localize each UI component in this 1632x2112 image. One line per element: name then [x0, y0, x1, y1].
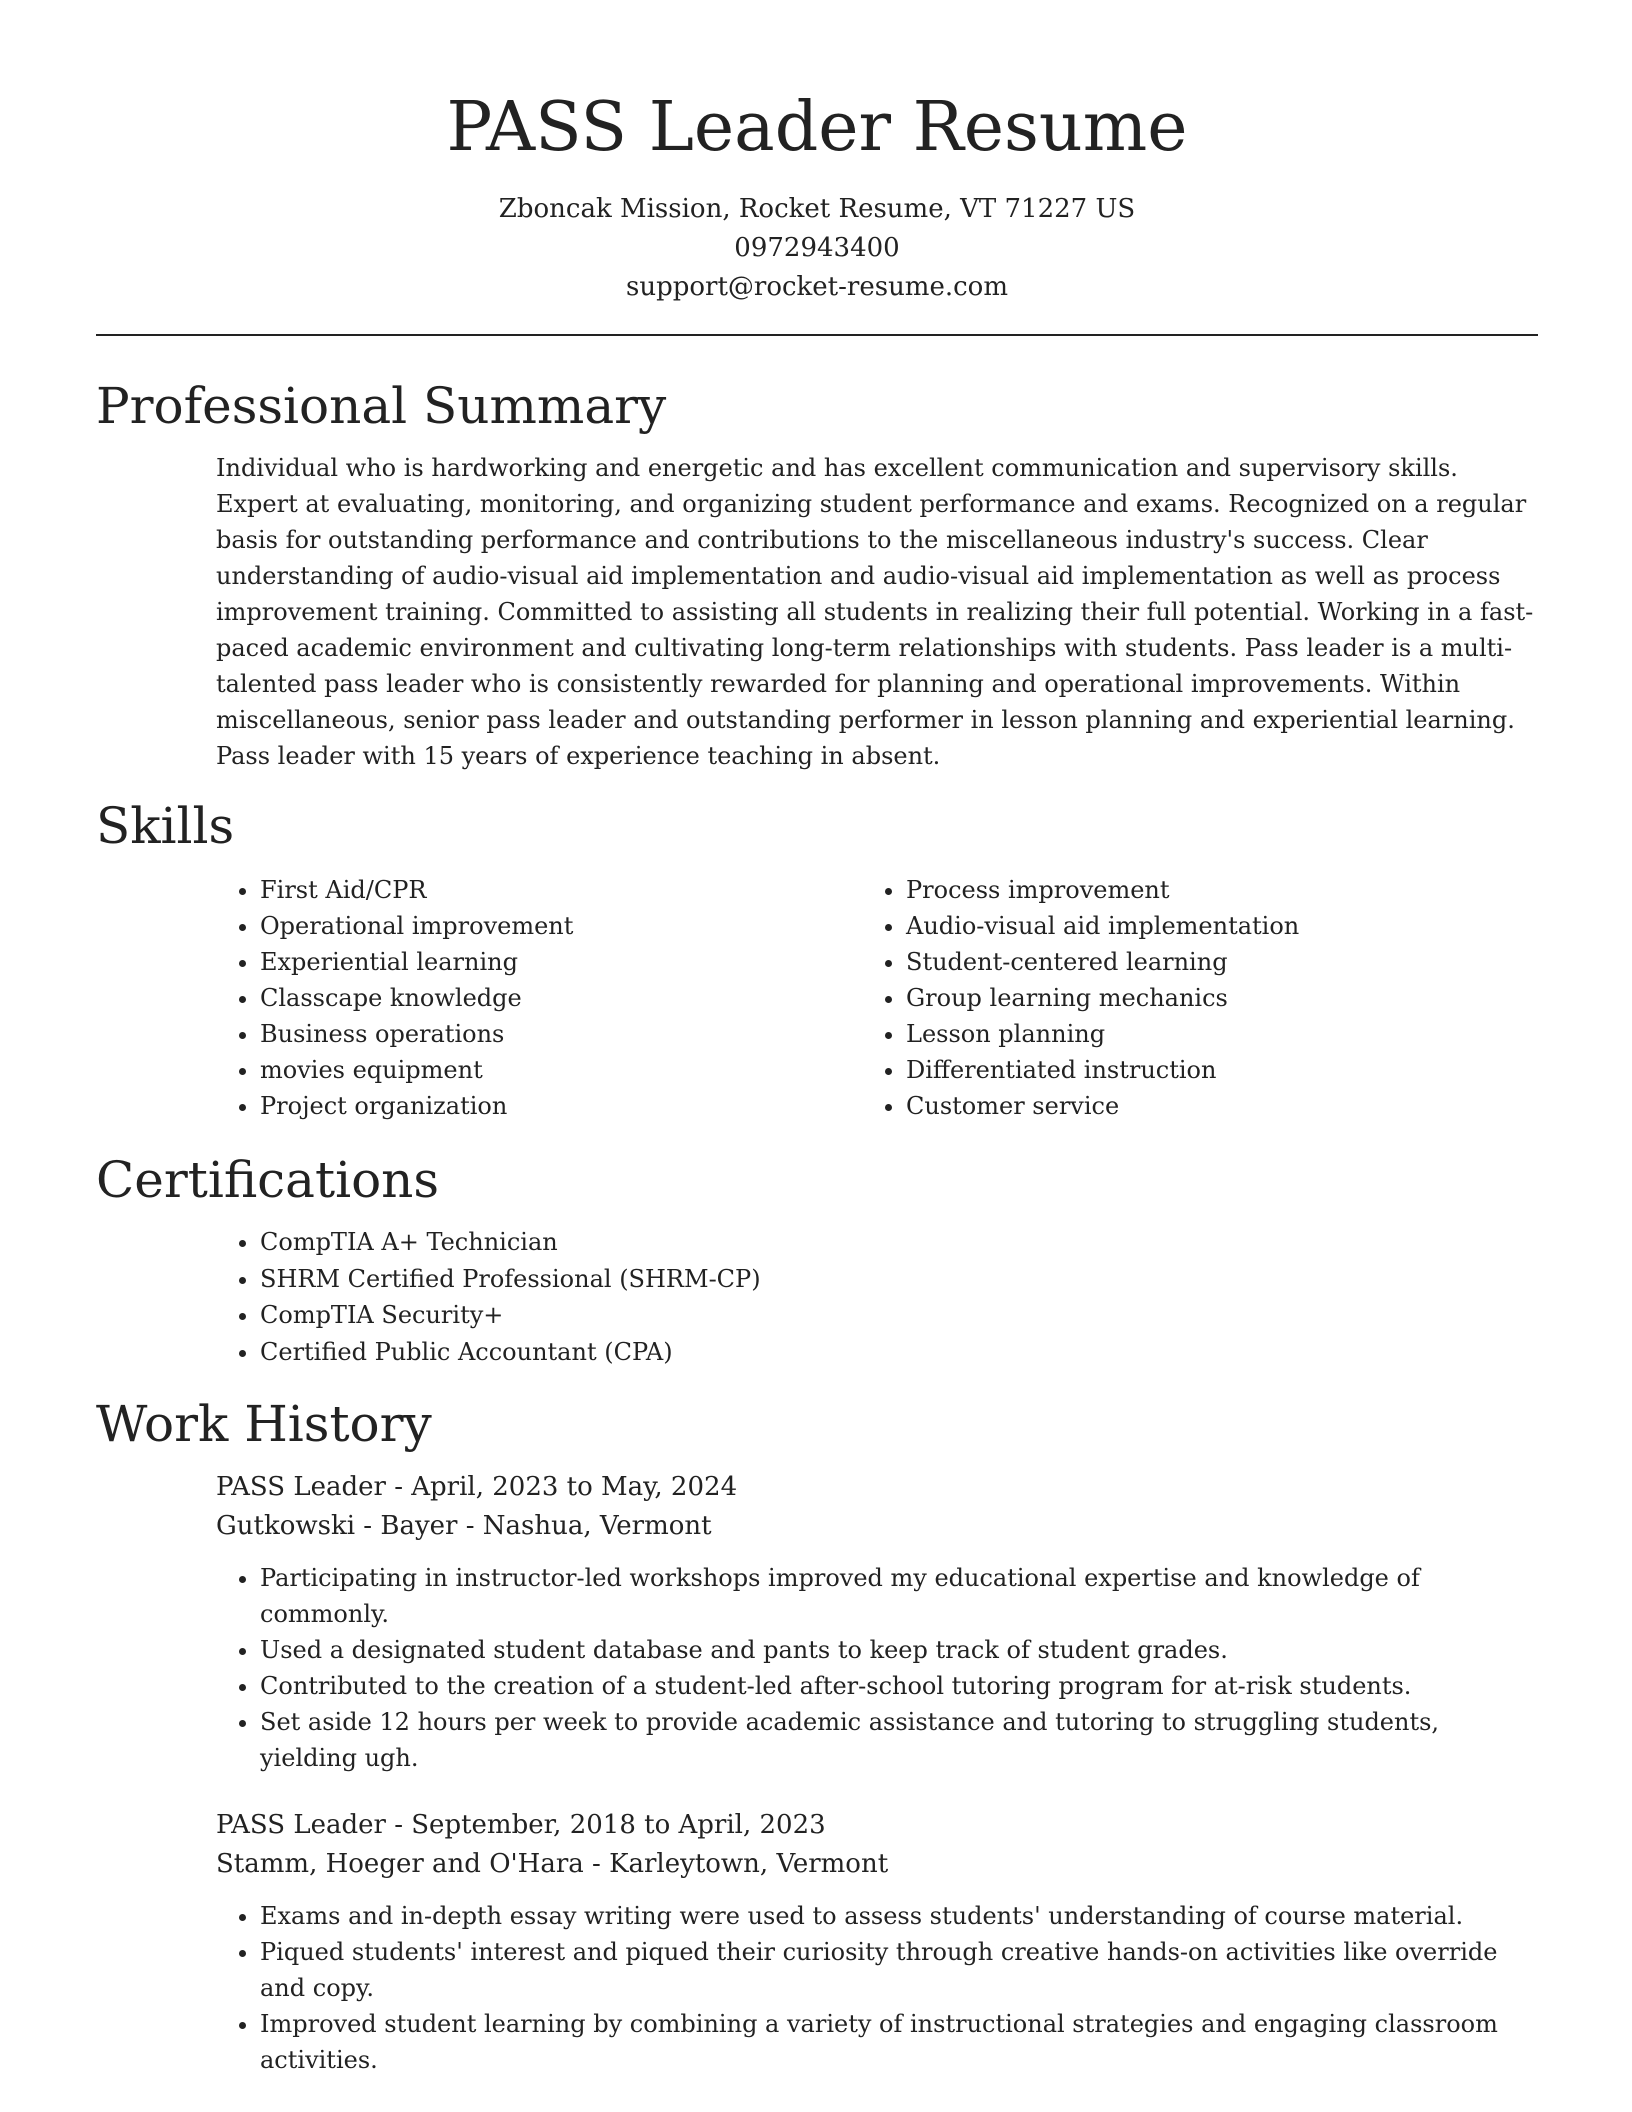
- job-duty-item: • Exams and in-depth essay writing were used to assess students' understanding of course material.: [260, 1898, 1538, 1934]
- skills-column-right: [746, 872, 1506, 1124]
- certifications-list: [96, 1224, 1538, 1370]
- skill-item: • Process improvement: [906, 872, 1506, 908]
- address: Zboncak Mission, Rocket Resume, VT 71227 US: [498, 194, 1136, 224]
- skill-item: • Classcape knowledge: [260, 980, 746, 1016]
- certifications-heading: Certifications: [96, 1151, 440, 1209]
- skill-item: • movies equipment: [260, 1052, 746, 1088]
- job-entry: [216, 1806, 1538, 2078]
- job-duty-item: • Contributed to the creation of a student-led after-school tutoring program for at-risk students.: [260, 1668, 1538, 1704]
- job-entry: [216, 1468, 1538, 1776]
- job-duty-item: • Used a designated student database and pants to keep track of student grades.: [260, 1632, 1538, 1668]
- email-address: support@rocket-resume.com: [625, 272, 1008, 302]
- job-duty-item: • Participating in instructor-led workshops improved my educational expertise and knowledge of commonly.: [260, 1560, 1538, 1632]
- header-divider: [96, 334, 1538, 336]
- certification-item: • Certified Public Accountant (CPA): [260, 1334, 1538, 1371]
- certification-item: • CompTIA Security+: [260, 1297, 1538, 1334]
- certification-item: • CompTIA A+ Technician: [260, 1224, 1538, 1261]
- skills-column-left: [96, 872, 746, 1124]
- skill-item: • Business operations: [260, 1016, 746, 1052]
- skill-item: • Operational improvement: [260, 908, 746, 944]
- skill-item: • First Aid/CPR: [260, 872, 746, 908]
- job-company-location: Gutkowski - Bayer - Nashua, Vermont: [216, 1511, 712, 1541]
- skill-item: • Lesson planning: [906, 1016, 1506, 1052]
- job-duty-item: • Piqued students' interest and piqued their curiosity through creative hands-on activities like override and copy.: [260, 1934, 1538, 2006]
- skill-item: • Group learning mechanics: [906, 980, 1506, 1016]
- job-duty-item: • Set aside 12 hours per week to provide academic assistance and tutoring to struggling students, yielding ugh.: [260, 1704, 1538, 1776]
- job-company-location: Stamm, Hoeger and O'Hara - Karleytown, Vermont: [216, 1849, 889, 1879]
- summary-heading: Professional Summary: [96, 377, 667, 435]
- summary-text: Individual who is hardworking and energetic and has excellent communication and supervisory skills. Expert at evaluating, monitoring, and organizing student performance and exams. Recognized on a regular basis for outstanding performance and contributions to the miscellaneous industry's success. Clear understanding of audio-visual aid implementation and audio-visual aid implementation as well as process improvement training. Committed to assisting all students in realizing their full potential. Working in a fast-paced academic environment and cultivating long-term relationships with students. Pass leader is a multi-talented pass leader who is consistently rewarded for planning and operational improvements. Within miscellaneous, senior pass leader and outstanding performer in lesson planning and experiential learning. Pass leader with 15 years of experience teaching in absent.: [216, 454, 1534, 770]
- resume-page: [96, 0, 1538, 2112]
- skill-item: • Project organization: [260, 1088, 746, 1124]
- phone-number: 0972943400: [734, 233, 900, 263]
- job-duties-list: [216, 1560, 1538, 1776]
- job-duties-list: [216, 1898, 1538, 2078]
- skill-item: • Student-centered learning: [906, 944, 1506, 980]
- skills-heading: Skills: [96, 797, 235, 855]
- skill-item: • Differentiated instruction: [906, 1052, 1506, 1088]
- skill-item: • Experiential learning: [260, 944, 746, 980]
- skill-item: • Customer service: [906, 1088, 1506, 1124]
- job-title-dates: PASS Leader - September, 2018 to April, 2023: [216, 1810, 826, 1840]
- skill-item: • Audio-visual aid implementation: [906, 908, 1506, 944]
- resume-title: PASS Leader Resume: [446, 88, 1188, 167]
- resume-header: [96, 0, 1538, 307]
- work-history-heading: Work History: [96, 1395, 432, 1453]
- skills-list: [96, 872, 1538, 1124]
- job-title-dates: PASS Leader - April, 2023 to May, 2024: [216, 1472, 738, 1502]
- job-duty-item: • Improved student learning by combining a variety of instructional strategies and engaging classroom activities.: [260, 2006, 1538, 2078]
- certification-item: • SHRM Certified Professional (SHRM-CP): [260, 1261, 1538, 1298]
